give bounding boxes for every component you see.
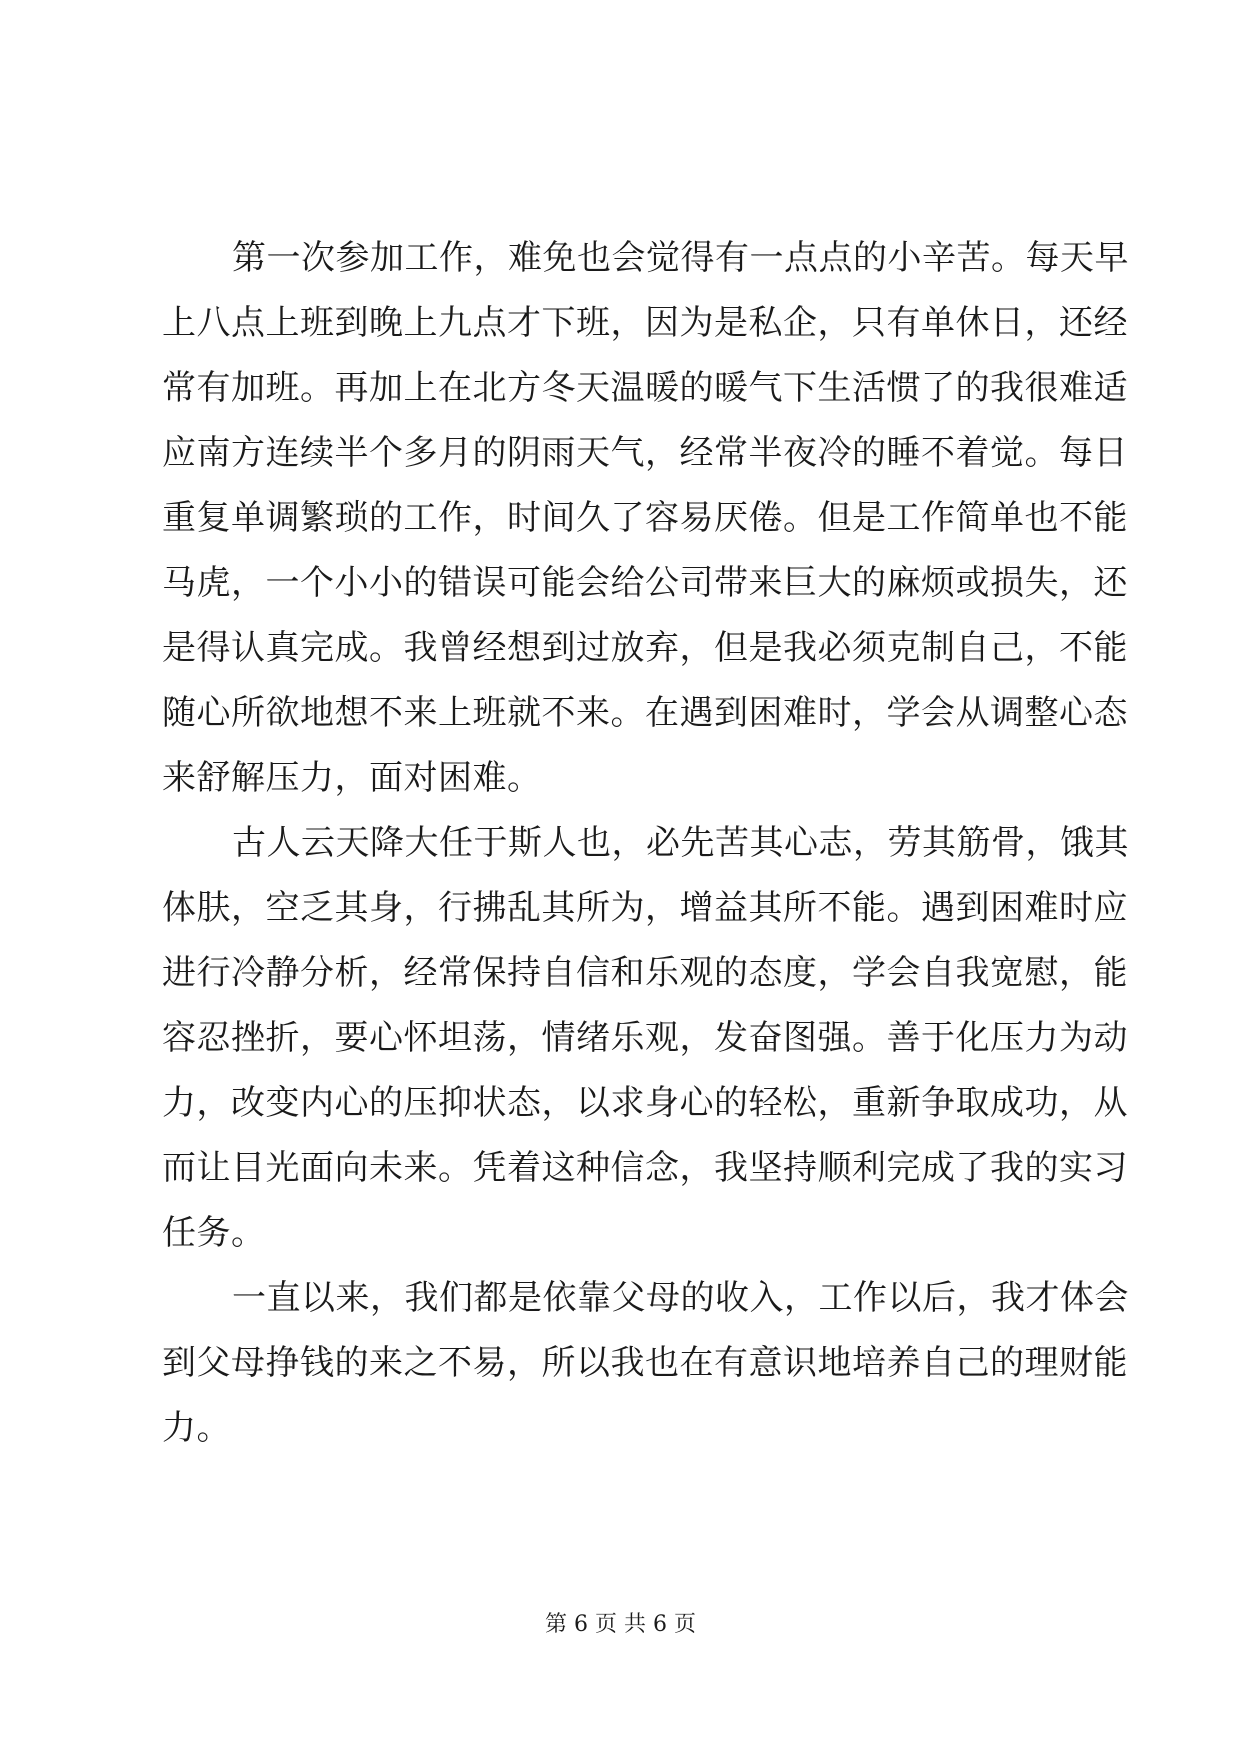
paragraph-line: 马虎，一个小小的错误可能会给公司带来巨大的麻烦或损失，还: [162, 563, 1128, 603]
paragraph-line: 上八点上班到晚上九点才下班，因为是私企，只有单休日，还经: [162, 303, 1128, 343]
paragraph-line: 任务。: [162, 1213, 266, 1253]
paragraph-line: 而让目光面向未来。凭着这种信念，我坚持顺利完成了我的实习: [162, 1148, 1128, 1188]
page-footer: [0, 1610, 1241, 1640]
paragraph-line: 来舒解压力，面对困难。: [162, 758, 542, 798]
document-body: [162, 226, 1129, 1461]
paragraph-1: [162, 226, 1129, 811]
paragraph-line: 古人云天降大任于斯人也，必先苦其心志，劳其筋骨，饿其: [232, 823, 1129, 863]
page-number-label: 第 6 页 共 6 页: [545, 1612, 696, 1637]
paragraph-line: 力，改变内心的压抑状态，以求身心的轻松，重新争取成功，从: [162, 1083, 1128, 1123]
paragraph-line: 体肤，空乏其身，行拂乱其所为，增益其所不能。遇到困难时应: [162, 888, 1128, 928]
paragraph-line: 到父母挣钱的来之不易，所以我也在有意识地培养自己的理财能: [162, 1343, 1128, 1383]
paragraph-line: 常有加班。再加上在北方冬天温暖的暖气下生活惯了的我很难适: [162, 368, 1128, 408]
paragraph-line: 进行冷静分析，经常保持自信和乐观的态度，学会自我宽慰，能: [162, 953, 1128, 993]
paragraph-line: 第一次参加工作，难免也会觉得有一点点的小辛苦。每天早: [232, 238, 1129, 278]
paragraph-line: 随心所欲地想不来上班就不来。在遇到困难时，学会从调整心态: [162, 693, 1128, 733]
paragraph-line: 容忍挫折，要心怀坦荡，情绪乐观，发奋图强。善于化压力为动: [162, 1018, 1128, 1058]
paragraph-2: [162, 811, 1129, 1266]
paragraph-line: 应南方连续半个多月的阴雨天气，经常半夜冷的睡不着觉。每日: [162, 433, 1128, 473]
paragraph-line: 是得认真完成。我曾经想到过放弃，但是我必须克制自己，不能: [162, 628, 1128, 668]
paragraph-line: 力。: [162, 1408, 231, 1448]
paragraph-3: [162, 1266, 1129, 1461]
paragraph-line: 一直以来，我们都是依靠父母的收入，工作以后，我才体会: [232, 1278, 1129, 1318]
paragraph-line: 重复单调繁琐的工作，时间久了容易厌倦。但是工作简单也不能: [162, 498, 1128, 538]
